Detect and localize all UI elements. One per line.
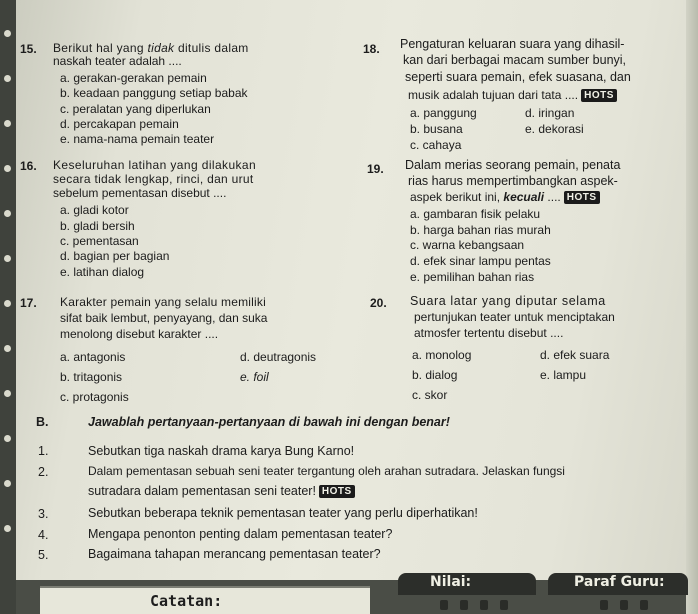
option[interactable]: d. bagian per bagian <box>60 249 170 263</box>
question-number: 20. <box>370 296 387 310</box>
option[interactable]: d. efek sinar lampu pentas <box>410 254 551 268</box>
essay-number: 2. <box>38 465 49 479</box>
footer-dot <box>600 600 608 610</box>
option[interactable]: b. gladi bersih <box>60 219 135 233</box>
footer-dot <box>640 600 648 610</box>
essay-question: Sebutkan tiga naskah drama karya Bung Karno! <box>88 444 355 458</box>
option[interactable]: b. busana <box>410 122 463 136</box>
question-text: Berikut hal yang tidak ditulis dalam <box>53 41 249 55</box>
essay-question: Sebutkan beberapa teknik pementasan teater yang perlu diperhatikan! <box>88 506 478 520</box>
question-text: kan dari berbagai macam sumber bunyi, <box>403 53 627 67</box>
question-text: naskah teater adalah .... <box>53 54 182 68</box>
question-number: 17. <box>20 296 37 310</box>
option[interactable]: b. tritagonis <box>60 370 123 384</box>
essay-question: sutradara dalam pementasan seni teater! HOTS <box>88 484 355 498</box>
option[interactable]: e. foil <box>240 370 269 384</box>
option[interactable]: b. keadaan panggung setiap babak <box>60 86 248 100</box>
question-text: sifat baik lembut, penyayang, dan suka <box>60 311 268 325</box>
question-text: secara tidak lengkap, rinci, dan urut <box>53 172 254 186</box>
question-text: musik adalah tujuan dari tata .... HOTS <box>408 88 617 102</box>
option[interactable]: d. deutragonis <box>240 350 317 364</box>
page-edge <box>686 0 698 614</box>
hots-badge: HOTS <box>581 89 617 102</box>
question-number: 15. <box>20 42 37 56</box>
essay-question: Mengapa penonton penting dalam pementasan teater? <box>88 527 393 541</box>
option[interactable]: e. nama-nama pemain teater <box>60 132 215 146</box>
question-text: Pengaturan keluaran suara yang dihasil- <box>400 37 625 51</box>
hots-badge: HOTS <box>319 485 355 498</box>
footer-dot <box>620 600 628 610</box>
question-number: 16. <box>20 159 37 173</box>
question-text: Keseluruhan latihan yang dilakukan <box>53 158 257 172</box>
spiral-binding <box>0 0 16 614</box>
question-text: Karakter pemain yang selalu memiliki <box>60 295 266 309</box>
section-title: Jawablah pertanyaan-pertanyaan di bawah ini dengan benar! <box>88 415 450 429</box>
option[interactable]: b. dialog <box>412 368 458 382</box>
notes-label: Catatan: <box>150 592 223 610</box>
footer-dot <box>440 600 448 610</box>
option[interactable]: a. gerakan-gerakan pemain <box>60 71 207 85</box>
option[interactable]: a. panggung <box>410 106 477 120</box>
option[interactable]: e. pemilihan bahan rias <box>410 270 535 284</box>
essay-number: 4. <box>38 528 49 542</box>
option[interactable]: c. warna kebangsaan <box>410 238 525 252</box>
emphasis-word: tidak <box>147 41 175 55</box>
option[interactable]: d. iringan <box>525 106 575 120</box>
question-text: menolong disebut karakter .... <box>60 327 219 341</box>
option[interactable]: a. antagonis <box>60 350 126 364</box>
question-text: aspek berikut ini, kecuali .... HOTS <box>410 190 600 204</box>
option[interactable]: b. harga bahan rias murah <box>410 223 551 237</box>
option[interactable]: c. peralatan yang diperlukan <box>60 102 211 116</box>
footer-dot <box>500 600 508 610</box>
option[interactable]: a. gladi kotor <box>60 203 129 217</box>
option[interactable]: c. cahaya <box>410 138 462 152</box>
question-text: sebelum pementasan disebut .... <box>53 186 227 200</box>
hots-badge: HOTS <box>564 191 600 204</box>
question-text: rias harus mempertimbangkan aspek- <box>408 174 618 188</box>
option[interactable]: d. percakapan pemain <box>60 117 179 131</box>
question-text: Suara latar yang diputar selama <box>410 294 606 308</box>
essay-number: 5. <box>38 548 49 562</box>
essay-question: Dalam pementasan sebuah seni teater tergantung oleh arahan sutradara. Jelaskan fungsi <box>88 464 565 478</box>
question-number: 19. <box>367 162 384 176</box>
footer-dot <box>460 600 468 610</box>
option[interactable]: c. skor <box>412 388 448 402</box>
option[interactable]: e. latihan dialog <box>60 265 145 279</box>
essay-number: 1. <box>38 444 49 458</box>
option[interactable]: e. lampu <box>540 368 587 382</box>
essay-question: Bagaimana tahapan merancang pementasan teater? <box>88 547 381 561</box>
option[interactable]: e. dekorasi <box>525 122 584 136</box>
section-letter: B. <box>36 415 49 429</box>
option[interactable]: a. monolog <box>412 348 472 362</box>
question-text: Dalam merias seorang pemain, penata <box>405 158 621 172</box>
option[interactable]: c. protagonis <box>60 390 129 404</box>
question-number: 18. <box>363 42 380 56</box>
option[interactable]: a. gambaran fisik pelaku <box>410 207 541 221</box>
footer-dot <box>480 600 488 610</box>
question-text: pertunjukan teater untuk menciptakan <box>414 310 615 324</box>
option[interactable]: c. pementasan <box>60 234 139 248</box>
score-label: Nilai: <box>430 574 472 590</box>
option[interactable]: d. efek suara <box>540 348 610 362</box>
question-text: atmosfer tertentu disebut .... <box>414 326 564 340</box>
essay-number: 3. <box>38 507 49 521</box>
teacher-sign-label: Paraf Guru: <box>574 574 665 590</box>
question-text: seperti suara pemain, efek suasana, dan <box>405 70 631 84</box>
